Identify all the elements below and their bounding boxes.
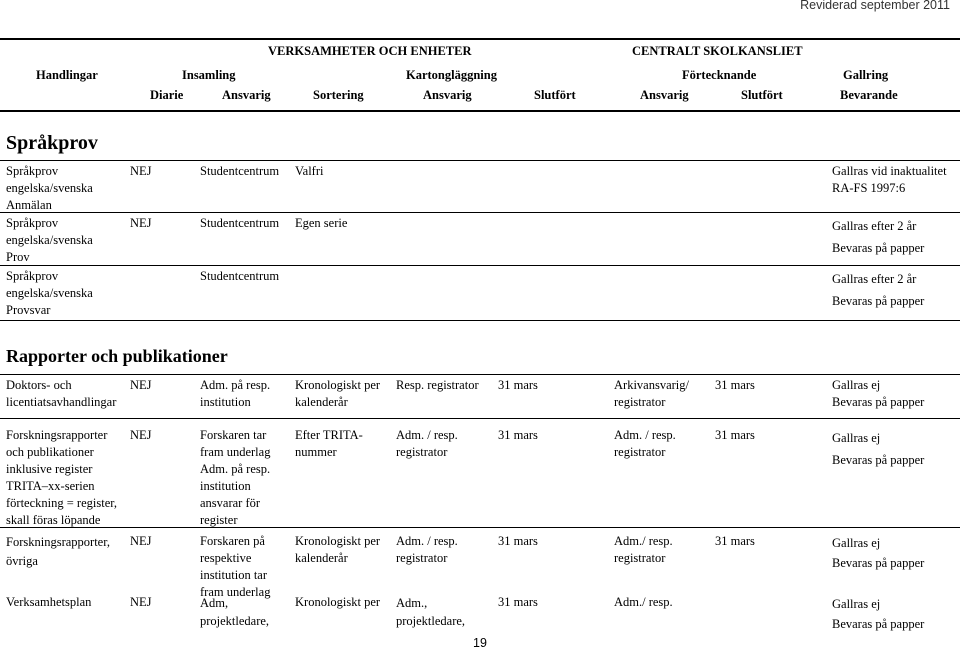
header-slutfort-2: Slutfört: [741, 88, 783, 102]
row3-name: Språkprov engelska/svenska Provsvar: [6, 269, 93, 317]
s2-row1-sortering: Kronologiskt per kalenderår: [295, 378, 381, 409]
s2-row4-slutfort: 31 mars: [498, 595, 538, 609]
s2-row3-ansvarig2: Adm. / resp. registrator: [396, 534, 458, 565]
row1-diarie: NEJ: [130, 164, 152, 178]
s2-row3-diarie: NEJ: [130, 534, 152, 548]
row1-ansvarig: Studentcentrum: [200, 164, 280, 178]
rule: [0, 160, 960, 161]
row1-gallring: Gallras vid inaktualitet RA-FS 1997:6: [832, 164, 947, 195]
s2-row1-ansvarig2: Resp. registrator: [396, 378, 479, 392]
s2-row2-diarie: NEJ: [130, 428, 152, 442]
s2-row4-ansvarig3: Adm./ resp.: [614, 595, 673, 609]
s2-row2-gallring: Gallras ej Bevaras på papper: [832, 431, 925, 467]
s2-row4-ansvarig2: Adm., projektledare,: [396, 596, 466, 628]
row3-gallring: Gallras efter 2 år Bevaras på papper: [832, 272, 925, 308]
row2-ansvarig: Studentcentrum: [200, 216, 280, 230]
header-diarie: Diarie: [150, 88, 184, 102]
header-insamling: Insamling: [182, 68, 236, 82]
s2-row3-ansvarig: Forskaren på respektive institution tar fram underlag: [200, 534, 271, 599]
s2-row2-slutfort: 31 mars: [498, 428, 538, 442]
header-bevarande: Bevarande: [840, 88, 898, 102]
s2-row1-name: Doktors- och licentiatsavhandlingar: [6, 378, 117, 409]
s2-row1-slutfort2: 31 mars: [715, 378, 755, 392]
s2-row3-ansvarig3: Adm./ resp. registrator: [614, 534, 673, 565]
s2-row2-ansvarig3: Adm. / resp. registrator: [614, 428, 676, 459]
header-ansvarig-2: Ansvarig: [423, 88, 472, 102]
section-title-sprakprov: Språkprov: [6, 132, 98, 154]
s2-row4-sortering: Kronologiskt per: [295, 595, 381, 609]
s2-row3-slutfort2: 31 mars: [715, 534, 755, 548]
row2-sortering: Egen serie: [295, 216, 348, 230]
s2-row1-gallring: Gallras ej Bevaras på papper: [832, 378, 925, 409]
row2-gallring: Gallras efter 2 år Bevaras på papper: [832, 219, 925, 255]
header-gallring: Gallring: [843, 68, 889, 82]
row3-ansvarig: Studentcentrum: [200, 269, 280, 283]
row1-name: Språkprov engelska/svenska Anmälan: [6, 164, 93, 212]
header-slutfort-1: Slutfört: [534, 88, 576, 102]
section-title-rapporter: Rapporter och publikationer: [6, 346, 228, 366]
header-kartonglaggning: Kartongläggning: [406, 68, 497, 82]
s2-row2-ansvarig: Forskaren tar fram underlag Adm. på resp. institution ansvarar för register: [200, 428, 271, 527]
row1-sortering: Valfri: [295, 164, 324, 178]
header-ansvarig-3: Ansvarig: [640, 88, 689, 102]
s2-row2-name: Forskningsrapporter och publikationer inklusive register TRITA–xx-serien förteckning = register, skall föras löpande: [6, 428, 118, 527]
rule: [0, 418, 960, 419]
header-handlingar: Handlingar: [36, 68, 98, 82]
header-sortering: Sortering: [313, 88, 364, 102]
header-verksamheter: VERKSAMHETER OCH ENHETER: [268, 44, 472, 58]
rule: [0, 265, 960, 266]
page-number: 19: [473, 636, 487, 650]
s2-row4-ansvarig: Adm, projektledare,: [200, 596, 270, 628]
s2-row3-sortering: Kronologiskt per kalenderår: [295, 534, 381, 565]
s2-row4-gallring: Gallras ej Bevaras på papper: [832, 597, 925, 631]
s2-row4-diarie: NEJ: [130, 595, 152, 609]
rule: [0, 527, 960, 528]
rule: [0, 374, 960, 375]
s2-row3-name: Forskningsrapporter, övriga: [6, 535, 110, 568]
s2-row1-ansvarig3: Arkivansvarig/ registrator: [614, 378, 689, 409]
s2-row3-slutfort: 31 mars: [498, 534, 538, 548]
row2-diarie: NEJ: [130, 216, 152, 230]
s2-row1-ansvarig: Adm. på resp. institution: [200, 378, 271, 409]
revision-label: Reviderad september 2011: [800, 0, 950, 12]
s2-row1-diarie: NEJ: [130, 378, 152, 392]
rule: [0, 212, 960, 213]
header-forteckande: Förtecknande: [682, 68, 757, 82]
rule: [0, 320, 960, 321]
s2-row2-sortering: Efter TRITA- nummer: [295, 428, 363, 459]
s2-row1-slutfort: 31 mars: [498, 378, 538, 392]
header-ansvarig-1: Ansvarig: [222, 88, 271, 102]
header-centralt: CENTRALT SKOLKANSLIET: [632, 44, 803, 58]
s2-row3-gallring: Gallras ej Bevaras på papper: [832, 536, 925, 570]
row2-name: Språkprov engelska/svenska Prov: [6, 216, 93, 264]
s2-row2-ansvarig2: Adm. / resp. registrator: [396, 428, 458, 459]
s2-row4-name: Verksamhetsplan: [6, 595, 92, 609]
s2-row2-slutfort2: 31 mars: [715, 428, 755, 442]
